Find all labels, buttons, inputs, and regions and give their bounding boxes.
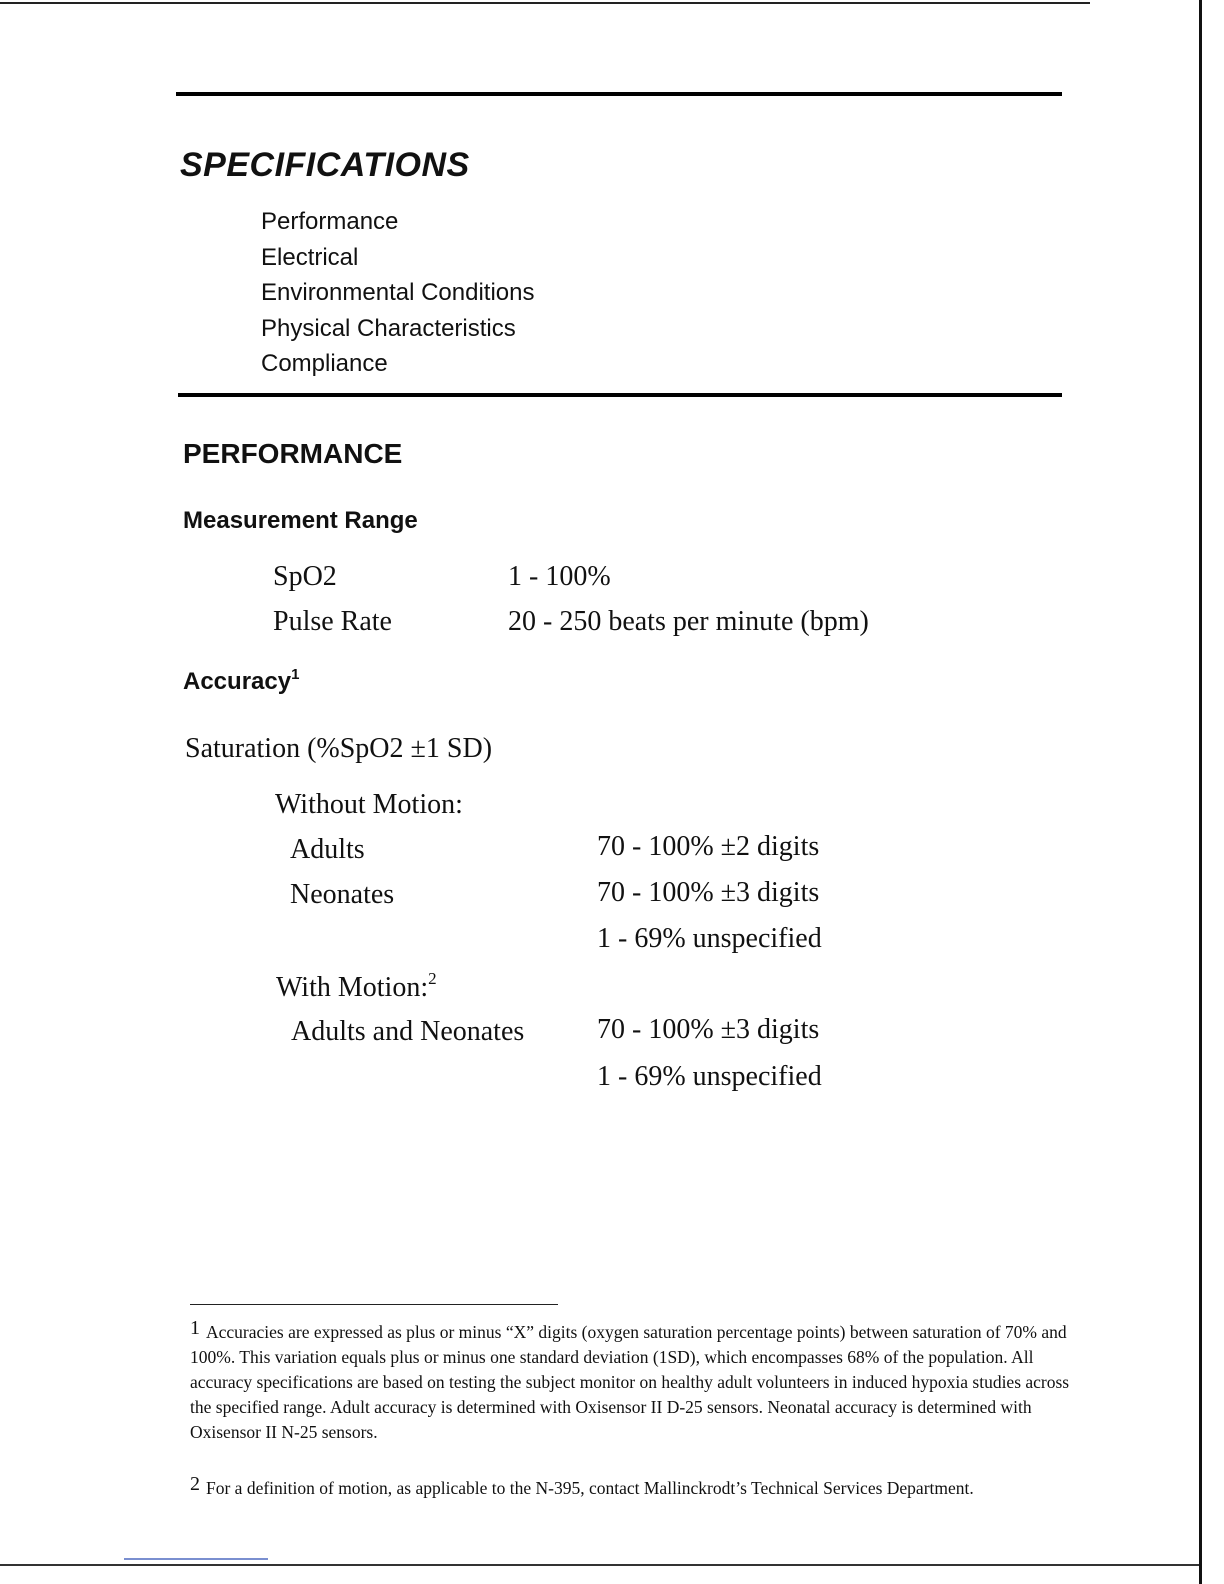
spo2-value: 1 - 100% bbox=[508, 561, 611, 592]
footnote-1-text: Accuracies are expressed as plus or minus “X” digits (oxygen saturation percentage points) between saturation of 70% and 100%. This variation equals plus or minus one standard deviation (1SD), which encompasses 68% of the population. All accuracy specifications are based on testing the subject monitor on healthy adult volunteers in induced hypoxia studies across the specified range. Adult accuracy is determined with Oxisensor II D-25 sensors. Neonatal accuracy is determined with Oxisensor II N-25 sensors. bbox=[190, 1322, 1070, 1442]
footnote-1-marker: 1 bbox=[190, 1317, 200, 1339]
pulse-rate-label: Pulse Rate bbox=[273, 606, 392, 637]
accuracy-heading-text: Accuracy bbox=[183, 668, 292, 695]
footnote-2-marker: 2 bbox=[190, 1473, 200, 1495]
toc-item-performance: Performance bbox=[261, 208, 399, 235]
without-motion-label: Without Motion: bbox=[275, 789, 463, 820]
saturation-label: Saturation (%SpO2 ±1 SD) bbox=[185, 733, 493, 764]
adults-value: 70 - 100% ±2 digits bbox=[597, 831, 820, 862]
page-title: SPECIFICATIONS bbox=[180, 146, 470, 184]
scan-edge-bottom bbox=[0, 1564, 1199, 1566]
with-motion-text: With Motion: bbox=[276, 972, 429, 1003]
neonates-value-2: 1 - 69% unspecified bbox=[597, 923, 822, 954]
footnote-2 bbox=[190, 1473, 1070, 1501]
scan-edge-blue-mark bbox=[124, 1558, 268, 1560]
pulse-rate-value: 20 - 250 beats per minute (bpm) bbox=[508, 606, 869, 637]
with-motion-footnote-ref: 2 bbox=[428, 969, 437, 988]
adults-label: Adults bbox=[290, 834, 365, 865]
spo2-label: SpO2 bbox=[273, 561, 337, 592]
toc-item-compliance: Compliance bbox=[261, 350, 388, 377]
toc-item-electrical: Electrical bbox=[261, 244, 359, 271]
footnote-separator bbox=[190, 1304, 558, 1305]
adults-neonates-value-2: 1 - 69% unspecified bbox=[597, 1061, 822, 1092]
scan-edge-top bbox=[0, 2, 1090, 4]
adults-neonates-value-1: 70 - 100% ±3 digits bbox=[597, 1014, 820, 1045]
neonates-value-1: 70 - 100% ±3 digits bbox=[597, 877, 820, 908]
toc-item-environmental: Environmental Conditions bbox=[261, 279, 535, 306]
footnote-1 bbox=[190, 1317, 1070, 1445]
with-motion-label bbox=[276, 969, 437, 1004]
top-rule bbox=[176, 92, 1062, 96]
neonates-label: Neonates bbox=[290, 879, 395, 910]
toc-item-physical: Physical Characteristics bbox=[261, 315, 516, 342]
accuracy-footnote-ref: 1 bbox=[291, 666, 300, 683]
accuracy-heading bbox=[183, 668, 299, 696]
footnote-2-text: For a definition of motion, as applicable to the N-395, contact Mallinckrodt’s Technical Services Department. bbox=[206, 1478, 974, 1498]
scan-edge-right bbox=[1199, 0, 1202, 1584]
performance-heading: PERFORMANCE bbox=[183, 438, 403, 469]
toc-bottom-rule bbox=[178, 393, 1062, 397]
adults-neonates-label: Adults and Neonates bbox=[291, 1016, 525, 1047]
measurement-range-heading: Measurement Range bbox=[183, 507, 418, 534]
